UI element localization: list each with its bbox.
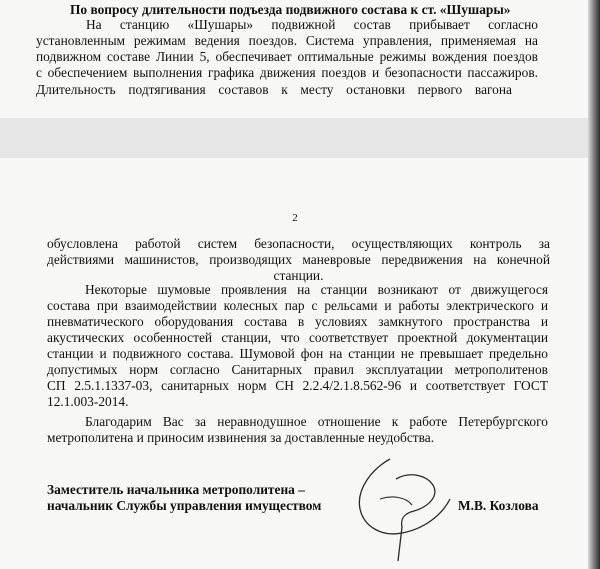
- body-line: СП 2.5.1.1337-03, санитарных норм СН 2.2.4/2.1.8.562-96 и соответствует ГОСТ: [47, 378, 548, 393]
- document-page-2: [0, 158, 588, 569]
- signatory-name: М.В. Козлова: [458, 498, 539, 513]
- handwritten-signature: [350, 455, 470, 565]
- body-line: обусловлена работой систем безопасности, осуществляющих контроль за: [47, 236, 550, 251]
- body-line: Длительность подтягивания составов к месту остановки первого вагона: [36, 82, 512, 97]
- section-heading: По вопросу длительности подъезда подвижного состава к ст. «Шушары»: [70, 2, 511, 17]
- body-line: состава при взаимодействии колесных пар с рельсами и работы электрического и: [47, 298, 548, 313]
- body-line: действиями машинистов, производящих маневровые передвижения на конечной: [47, 252, 550, 267]
- page-number: 2: [292, 212, 298, 224]
- body-line: метрополитена и приносим извинения за доставленные неудобства.: [47, 430, 435, 445]
- body-line: На станцию «Шушары» подвижной состав прибывает согласно: [86, 17, 538, 32]
- body-line: Некоторые шумовые проявления на станции возникают от движущегося: [85, 282, 548, 297]
- page-shadow-edge: [588, 0, 600, 569]
- body-line: пневматического оборудования состава в условиях замкнутого пространства и: [47, 314, 548, 329]
- body-line: акустических особенностей станции, что соответствует проектной документации: [47, 330, 548, 345]
- body-line: станции.: [273, 268, 324, 283]
- body-line: подвижном составе Линии 5, обеспечивает оптимальные режимы вождения поездов: [36, 49, 538, 64]
- body-line: допустимых норм согласно Санитарных правил эксплуатации метрополитенов: [47, 362, 548, 377]
- body-line: установленным режимам ведения поездов. Система управления, применяемая на: [36, 33, 538, 48]
- body-line: 12.1.003-2014.: [47, 394, 129, 409]
- signatory-title-2: начальник Службы управления имуществом: [47, 498, 322, 513]
- body-line: с обеспечением выполнения графика движения поездов и безопасности пассажиров.: [36, 65, 538, 80]
- body-line: станции и подвижного состава. Шумовой фон на станции не превышает предельно: [47, 346, 548, 361]
- body-line: Благодарим Вас за неравнодушное отношение к работе Петербургского: [85, 414, 548, 429]
- signatory-title-1: Заместитель начальника метрополитена –: [47, 482, 305, 497]
- document-page-1: [0, 0, 588, 118]
- page-gap: [0, 118, 600, 158]
